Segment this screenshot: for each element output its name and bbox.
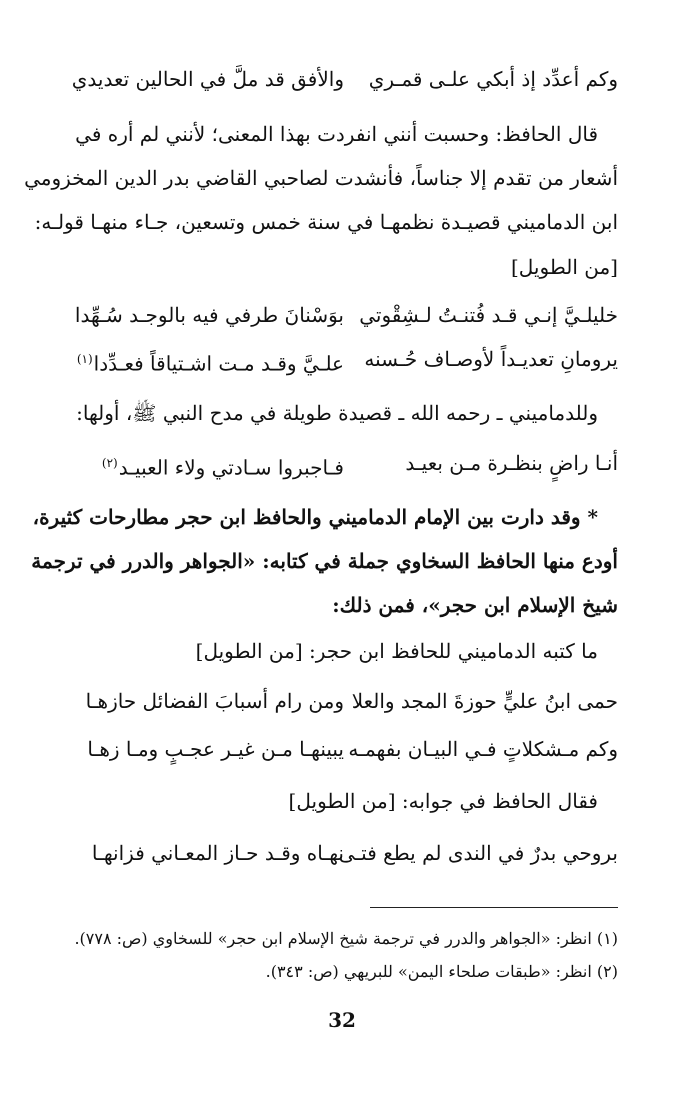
verse-4-second-text: فـاجبروا سـادتي ولاء العبيـد [118, 455, 344, 480]
verse-2-second-hemistich: بوَسْنانَ طرفي فيه بالوجـد سُـهِّدا [74, 303, 344, 327]
page-number: 32 [328, 1008, 356, 1032]
verse-5-first-hemistich: حمى ابنُ عليٍّ حوزةَ المجد والعلا [351, 689, 618, 713]
para-2: وللدماميني ـ رحمه الله ـ قصيدة طويلة في مدح النبي ﷺ، أولها: [76, 401, 598, 425]
footnote-ref-1: (١) [76, 352, 93, 366]
verse-6-first-hemistich: وكم مـشكلاتٍ فـي البيـان بفهمـه [348, 737, 618, 761]
verse-1-first-hemistich: وكم أعدِّد إذ أبكي علـى قمـري [368, 67, 618, 91]
para-1-line-1: قال الحافظ: وحسبت أنني انفردت بهذا المعنى؛ لأنني لم أره في [75, 122, 598, 146]
verse-2-first-hemistich: خليلـيَّ إنـي قـد فُتنـتُ لـشِقْوتي [359, 303, 618, 327]
verse-7-first-hemistich: بروحي بدرٌ في الندى لم يطع فتـى [338, 841, 618, 865]
para-1-line-2: أشعار من تقدم إلا جناساً، فأنشدت لصاحبي القاضي بدر الدين المخزومي [24, 166, 618, 190]
para-3-line-3: شيخ الإسلام ابن حجر»، فمن ذلك: [332, 593, 618, 617]
footnote-2: (٢) انظر: «طبقات صلحاء اليمن» للبريهي (ص: ٣٤٣). [265, 962, 618, 981]
para-3-line-2: أودع منها الحافظ السخاوي جملة في كتابه: «الجواهر والدرر في ترجمة [31, 549, 618, 573]
verse-7-second-hemistich: نهـاه وقـد حـاز المعـاني فزانهـا [91, 841, 344, 865]
verse-3-second-hemistich [77, 344, 344, 379]
verse-1-second-hemistich: والأفق قد ملَّ في الحالين تعديدي [71, 67, 344, 91]
meter-label-1: [من الطويل] [510, 255, 618, 279]
footnote-1: (١) انظر: «الجواهر والدرر في ترجمة شيخ الإسلام ابن حجر» للسخاوي (ص: ٧٧٨). [74, 929, 618, 948]
verse-4-first-hemistich: أنـا راضٍ بنظـرة مـن بعيـد [405, 451, 618, 475]
para-3-line-1: * وقد دارت بين الإمام الدماميني والحافظ ابن حجر مطارحات كثيرة، [32, 505, 598, 529]
footnote-ref-2: (٢) [101, 456, 118, 470]
verse-4-second-hemistich [102, 448, 344, 483]
para-4: ما كتبه الدماميني للحافظ ابن حجر: [من الطويل] [195, 639, 598, 663]
verse-5-second-hemistich: ومن رام أسبابَ الفضائل حازهـا [85, 689, 344, 713]
verse-3-second-text: علـيَّ وقـد مـت اشـتياقاً فعـدِّدا [93, 351, 344, 376]
para-5: فقال الحافظ في جوابه: [من الطويل] [288, 789, 598, 813]
footnote-divider [370, 907, 618, 908]
verse-3-first-hemistich: يرومانِ تعديـداً لأوصـاف حُـسنه [364, 347, 618, 371]
para-1-line-3: ابن الدماميني قصيـدة نظمهـا في سنة خمس وتسعين، جـاء منهـا قولـه: [34, 210, 618, 234]
verse-6-second-hemistich: يبينهـا مـن غيـر عجـبٍ ومـا زهـا [87, 737, 344, 761]
